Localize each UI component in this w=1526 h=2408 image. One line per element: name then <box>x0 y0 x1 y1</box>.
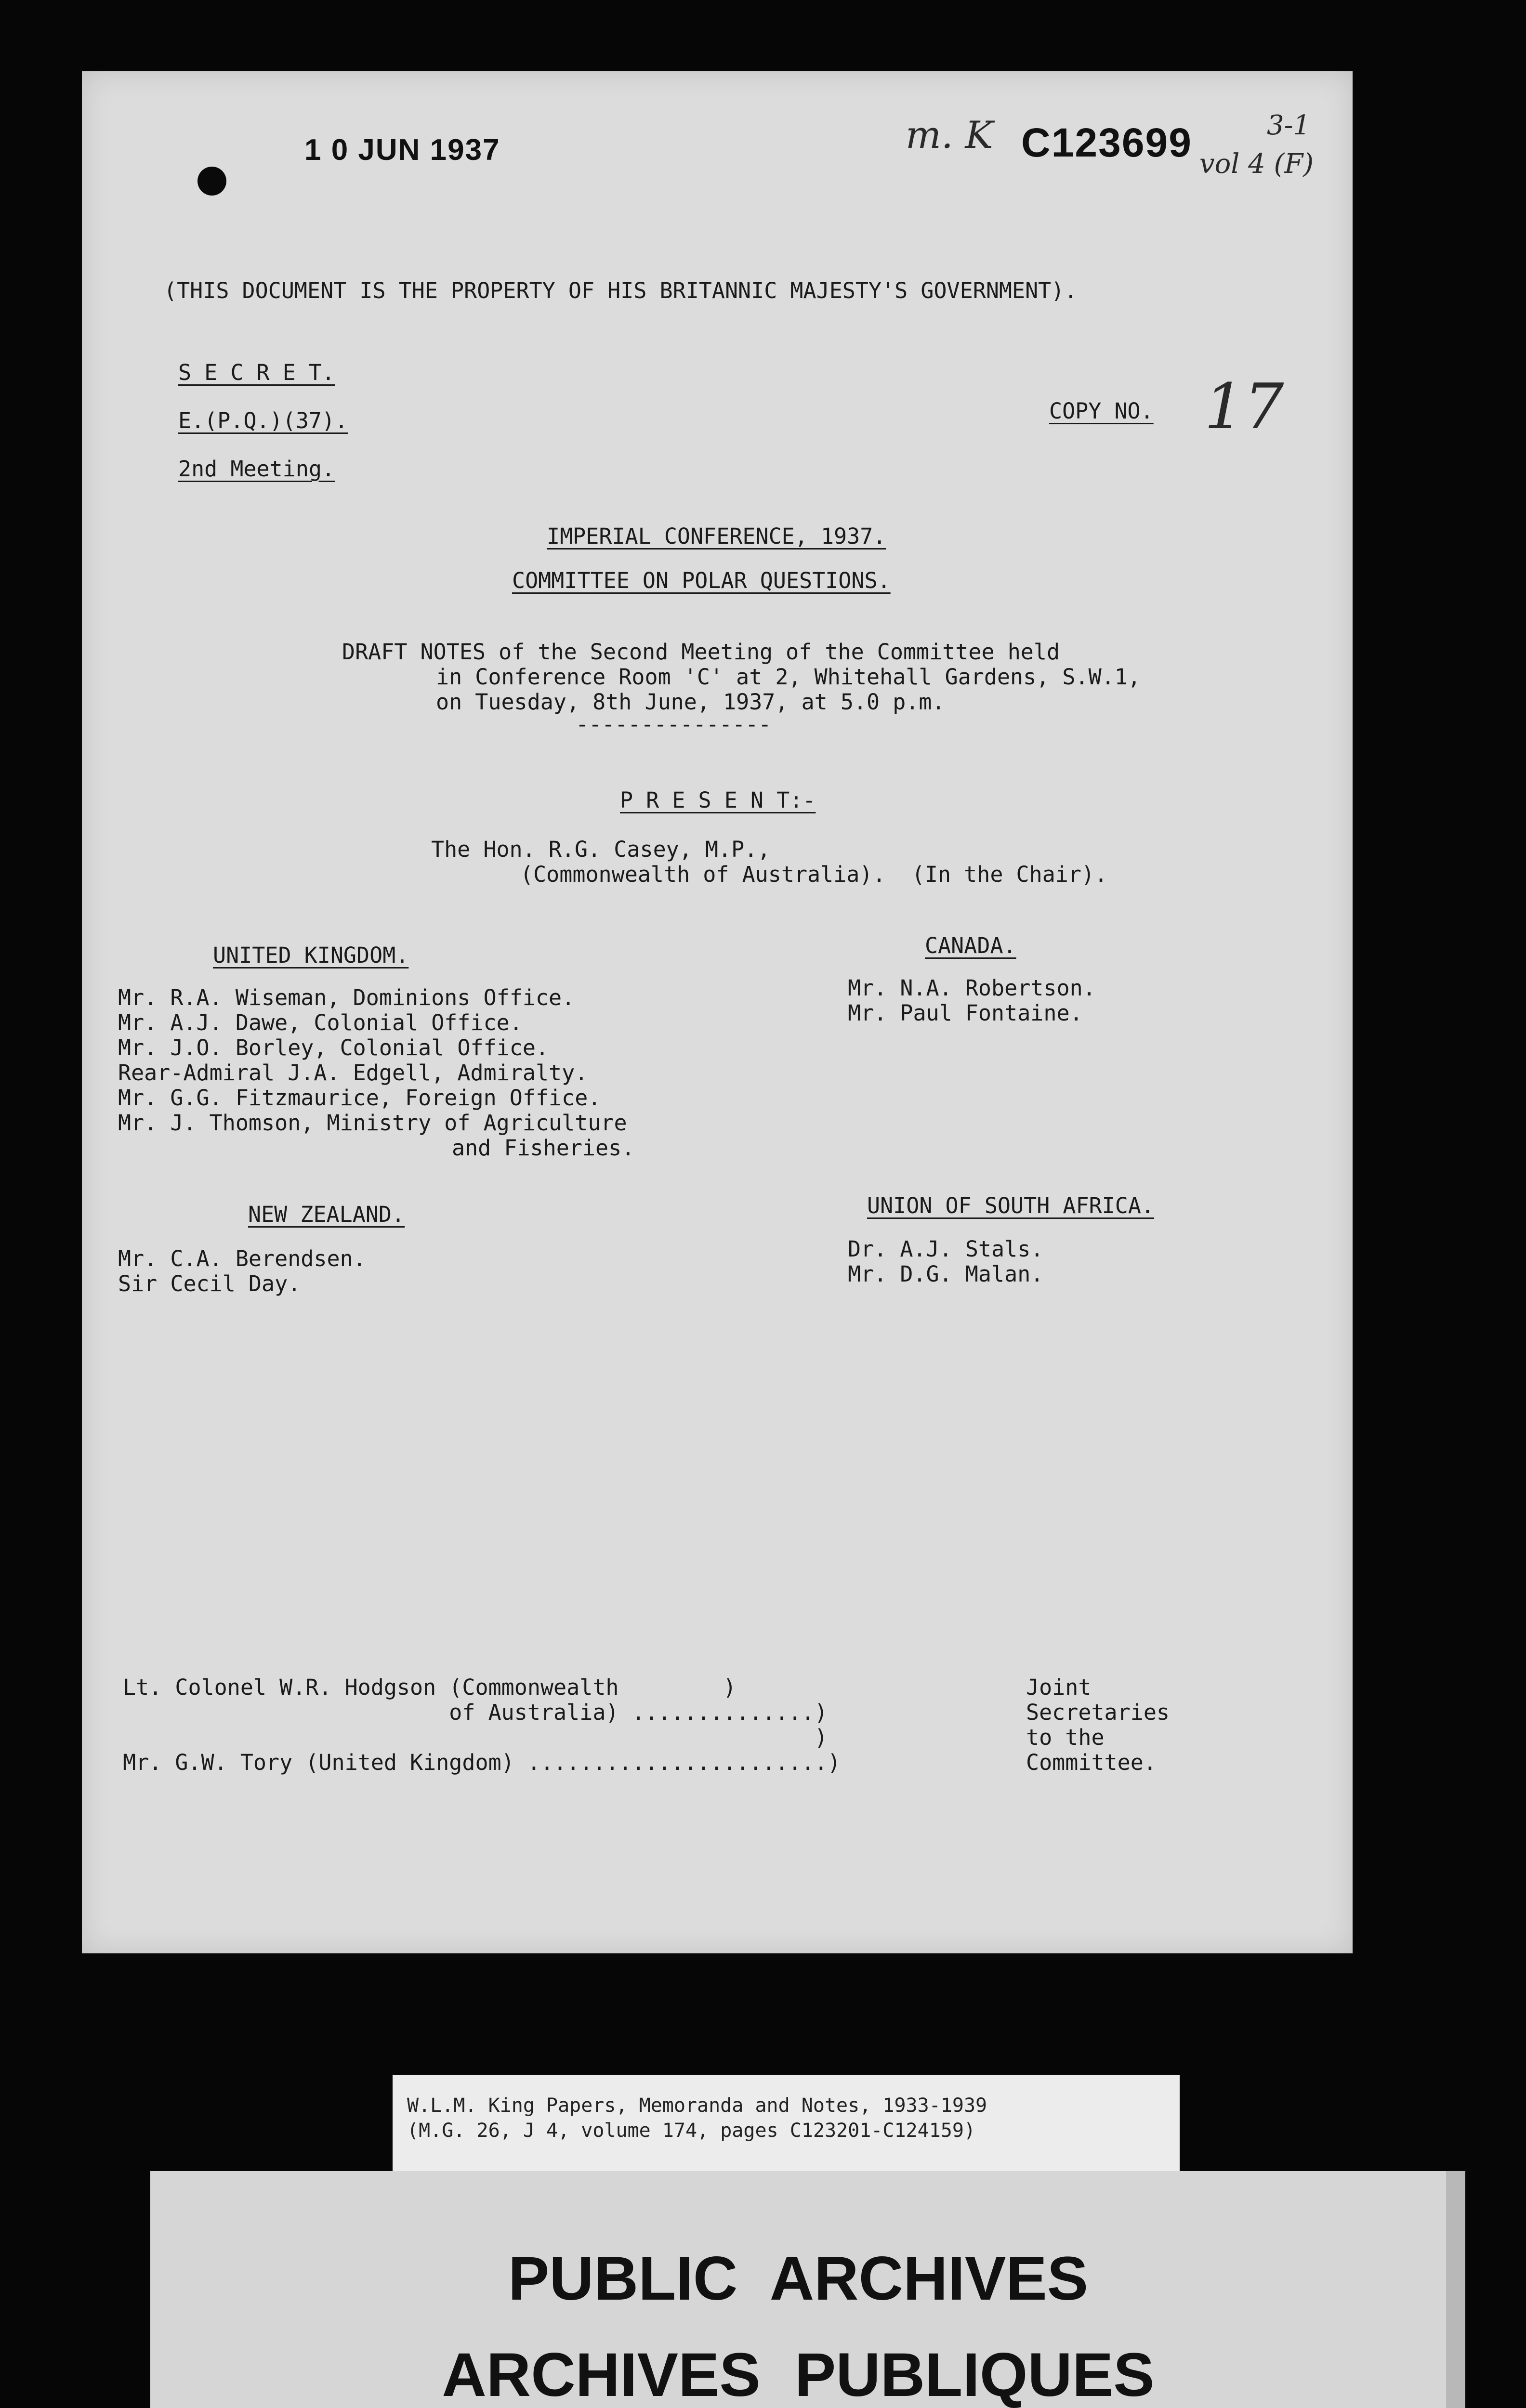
uk-heading: UNITED KINGDOM. <box>213 942 409 968</box>
committee-title: COMMITTEE ON POLAR QUESTIONS. <box>512 568 891 593</box>
source-line: W.L.M. King Papers, Memoranda and Notes, 1933-1939 <box>407 2094 987 2117</box>
secretary-line: Lt. Colonel W.R. Hodgson (Commonwealth ) <box>123 1675 737 1700</box>
secretary-line: of Australia) ..............) <box>123 1700 828 1725</box>
nz-heading: NEW ZEALAND. <box>248 1202 405 1227</box>
handwritten-reference: vol 4 (F) <box>1199 148 1314 180</box>
copy-number: 17 <box>1204 370 1284 443</box>
secretary-line: Mr. G.W. Tory (United Kingdom) .......................) <box>123 1750 841 1775</box>
sa-heading: UNION OF SOUTH AFRICA. <box>867 1193 1155 1218</box>
secretary-role: Committee. <box>1026 1750 1157 1775</box>
archive-title-english: PUBLIC ARCHIVES <box>508 2244 1089 2313</box>
nz-member: Sir Cecil Day. <box>118 1271 301 1296</box>
property-notice: (THIS DOCUMENT IS THE PROPERTY OF HIS BRITANNIC MAJESTY'S GOVERNMENT). <box>164 278 1078 303</box>
page-id-stamp: C123699 <box>1021 120 1192 165</box>
uk-member: Mr. J.O. Borley, Colonial Office. <box>118 1035 549 1060</box>
canada-member: Mr. Paul Fontaine. <box>848 1000 1083 1026</box>
present-heading: P R E S E N T:- <box>620 787 816 813</box>
intro-line: on Tuesday, 8th June, 1937, at 5.0 p.m. <box>436 689 945 715</box>
secretary-line: ) <box>123 1725 828 1750</box>
secretary-role: Joint <box>1026 1675 1092 1700</box>
chair-line: The Hon. R.G. Casey, M.P., <box>431 837 771 862</box>
uk-member: Mr. R.A. Wiseman, Dominions Office. <box>118 985 575 1010</box>
uk-member: and Fisheries. <box>452 1135 635 1161</box>
reference-number: E.(P.Q.)(37). <box>178 408 348 433</box>
secretary-role: to the <box>1026 1725 1105 1750</box>
canada-member: Mr. N.A. Robertson. <box>848 975 1096 1001</box>
uk-member: Mr. J. Thomson, Ministry of Agriculture <box>118 1110 627 1136</box>
intro-line: DRAFT NOTES of the Second Meeting of the Committee held <box>342 639 1060 665</box>
handwritten-note: m. K <box>906 114 993 157</box>
document-sheet <box>82 71 1353 1953</box>
conference-title: IMPERIAL CONFERENCE, 1937. <box>547 523 886 549</box>
archive-source-label <box>393 2075 1180 2171</box>
punch-hole <box>197 167 226 196</box>
chair-line: (Commonwealth of Australia). (In the Chair). <box>520 862 1108 887</box>
uk-member: Mr. G.G. Fitzmaurice, Foreign Office. <box>118 1085 601 1111</box>
intro-line: in Conference Room 'C' at 2, Whitehall Gardens, S.W.1, <box>436 664 1141 690</box>
classification: S E C R E T. <box>178 360 335 385</box>
uk-member: Rear-Admiral J.A. Edgell, Admiralty. <box>118 1060 588 1086</box>
handwritten-reference: 3-1 <box>1267 110 1311 141</box>
sa-member: Dr. A.J. Stals. <box>848 1236 1044 1262</box>
secretary-role: Secretaries <box>1026 1700 1170 1725</box>
uk-member: Mr. A.J. Dawe, Colonial Office. <box>118 1010 523 1035</box>
canada-heading: CANADA. <box>925 933 1016 958</box>
date-stamp: 1 0 JUN 1937 <box>304 133 500 167</box>
archive-title-french: ARCHIVES PUBLIQUES <box>442 2341 1155 2408</box>
public-archives-card <box>150 2171 1465 2408</box>
copy-number-label: COPY NO. <box>1049 398 1154 424</box>
meeting-number: 2nd Meeting. <box>178 456 335 482</box>
divider-rule: --------------- <box>576 711 772 737</box>
sa-member: Mr. D.G. Malan. <box>848 1261 1044 1287</box>
nz-member: Mr. C.A. Berendsen. <box>118 1246 366 1271</box>
source-line: (M.G. 26, J 4, volume 174, pages C123201-C124159) <box>407 2120 976 2142</box>
